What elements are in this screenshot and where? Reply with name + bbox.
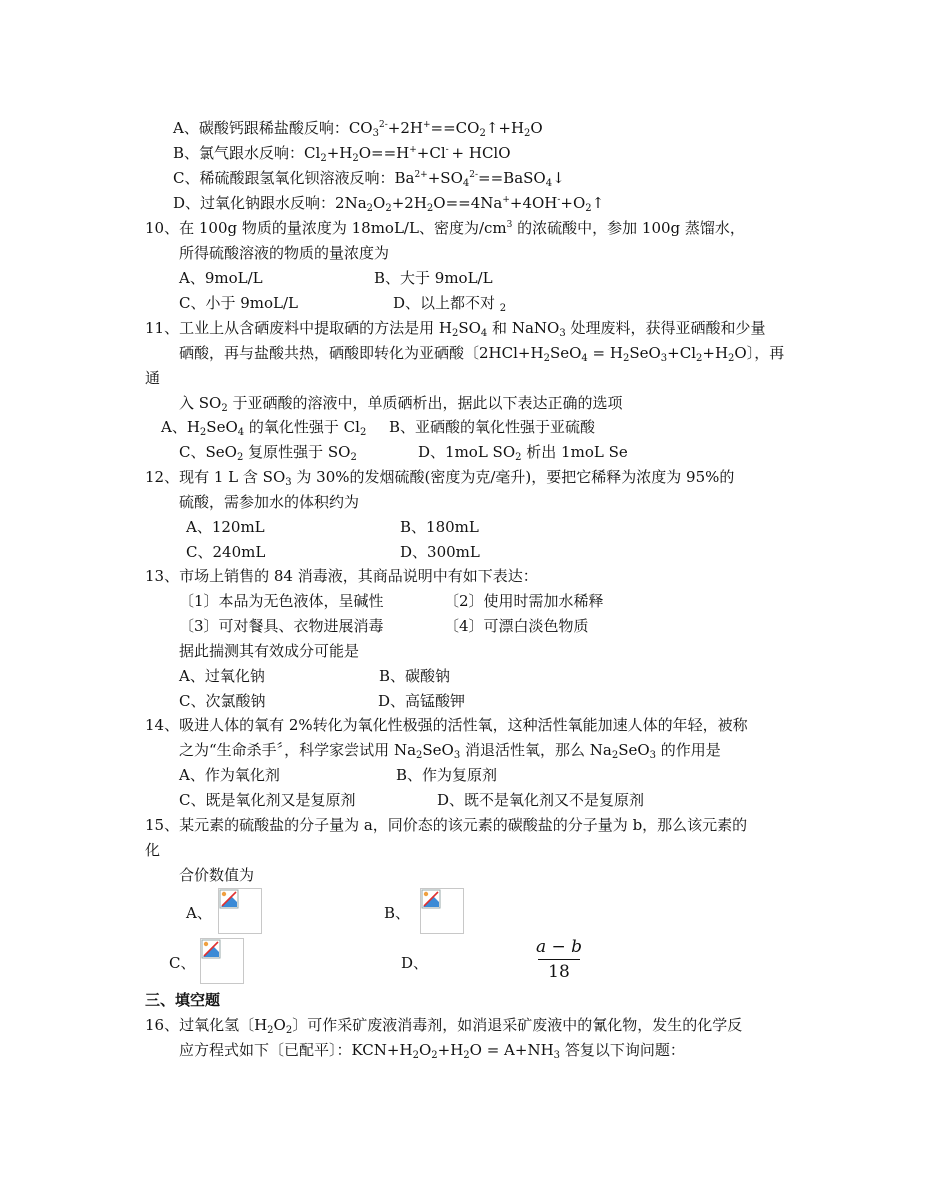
q15-option-d: D、 bbox=[401, 954, 429, 972]
q11-option-d: D、1moL $SO_2$ 析出 1moL Se bbox=[418, 443, 628, 463]
q14-option-b: B、作为复原剂 bbox=[396, 766, 498, 784]
q13-option-b: B、碳酸钠 bbox=[379, 667, 451, 685]
q16-stem-line2: 应方程式如下〔已配平〕：$KCN+H_2O_2+H_2O = A+NH_3$ 答复以下询问题： bbox=[179, 1041, 685, 1061]
q12-option-b: B、180mL bbox=[400, 518, 479, 536]
q9-option-c: C、稀硫酸跟氢氧化钡溶液反响：$Ba^{2+}+SO_4^{2-}==BaSO_4↓$ bbox=[173, 169, 565, 189]
q10-stem-line1: 10、在 100g 物质的量浓度为 18moL/L、密度为$/cm^3$ 的浓硫酸中，参加 100g 蒸馏水， bbox=[145, 219, 745, 237]
q12-option-c: C、240mL bbox=[186, 543, 266, 561]
q13-statement-2: 〔2〕使用时需加水稀释 bbox=[444, 592, 604, 610]
q15-stem-line1: 15、某元素的硫酸盐的分子量为 a，同价态的该元素的碳酸盐的分子量为 b，那么该元素的 bbox=[145, 816, 748, 834]
q11-option-c: C、SeO$_2$ 复原性强于 $SO_2$ bbox=[179, 443, 357, 463]
q11-stem-line1: 11、工业上从含硒废料中提取硒的方法是用 $H_2SO_4$ 和 NaNO$_3$ 处理废料，获得亚硒酸和少量 bbox=[145, 319, 766, 339]
q11-stem-line2: 硒酸，再与盐酸共热，硒酸即转化为亚硒酸〔$2HCl+H_2SeO_4 = H_2SeO_3+Cl_2+H_2O$〕，再 bbox=[179, 344, 785, 364]
formula-numerator: a − b bbox=[535, 937, 583, 957]
q12-option-d: D、300mL bbox=[400, 543, 480, 561]
q13-option-d: D、高锰酸钾 bbox=[378, 692, 466, 710]
broken-image-icon bbox=[420, 888, 464, 934]
q15-option-d-formula bbox=[534, 937, 584, 982]
q10-option-d: D、以上都不对 $_2$ bbox=[393, 294, 507, 314]
q13-option-a: A、过氧化钠 bbox=[179, 667, 265, 685]
q13-statement-3: 〔3〕可对餐具、衣物进展消毒 bbox=[179, 617, 384, 635]
q15-stem-line3: 合价数值为 bbox=[179, 866, 255, 884]
section-heading: 三、填空题 bbox=[145, 991, 221, 1009]
q14-stem-line1: 14、吸进人体的氧有 2%转化为氧化性极强的活性氧，这种活性氧能加速人体的年轻，被称 bbox=[145, 716, 748, 734]
q9-option-d: D、过氧化钠跟水反响：$2Na_2O_2+2H_2O==4Na^++4OH^-+O_2↑$ bbox=[173, 194, 605, 214]
q12-stem-line2: 硫酸，需参加水的体积约为 bbox=[179, 493, 360, 511]
q12-option-a: A、120mL bbox=[186, 518, 265, 536]
broken-image-icon bbox=[218, 888, 262, 934]
q10-option-c: C、小于 9moL/L bbox=[179, 294, 299, 312]
formula-denominator: 18 bbox=[548, 962, 570, 982]
q14-option-c: C、既是氧化剂又是复原剂 bbox=[179, 791, 356, 809]
q15-option-a: A、 bbox=[186, 904, 212, 922]
q13-option-c: C、次氯酸钠 bbox=[179, 692, 266, 710]
q15-stem-line2: 化 bbox=[145, 841, 161, 859]
broken-image-icon bbox=[200, 938, 244, 984]
q11-option-b: B、亚硒酸的氧化性强于亚硫酸 bbox=[389, 418, 596, 436]
q9-option-b: B、氯气跟水反响：$Cl_2+H_2O==H^++Cl^-$ + HClO bbox=[173, 144, 511, 164]
q13-stem-line1: 13、市场上销售的 84 消毒液，其商品说明中有如下表达： bbox=[145, 567, 538, 585]
q10-option-b: B、大于 9moL/L bbox=[374, 269, 493, 287]
q13-statement-1: 〔1〕本品为无色液体，呈碱性 bbox=[179, 592, 384, 610]
q16-stem-line1: 16、过氧化氢〔$H_2O_2$〕可作采矿废液消毒剂，如消退采矿废液中的氰化物，发生的化学反 bbox=[145, 1016, 743, 1036]
q13-statement-4: 〔4〕可漂白淡色物质 bbox=[444, 617, 589, 635]
q14-option-d: D、既不是氧化剂又不是复原剂 bbox=[437, 791, 645, 809]
q11-stem-line4: 入 $SO_2$ 于亚硒酸的溶液中，单质硒析出，据此以下表达正确的选项 bbox=[179, 394, 623, 414]
q11-stem-line3: 通 bbox=[145, 369, 161, 387]
q14-option-a: A、作为氧化剂 bbox=[179, 766, 280, 784]
q10-stem-line2: 所得硫酸溶液的物质的量浓度为 bbox=[179, 244, 390, 262]
formula-bar bbox=[538, 959, 580, 960]
q15-option-b: B、 bbox=[384, 904, 411, 922]
q9-option-a: A、碳酸钙跟稀盐酸反响：$CO_3^{2-}+2H^+==CO_2↑+H_2O$ bbox=[173, 119, 543, 139]
q10-option-a: A、9moL/L bbox=[179, 269, 263, 287]
q15-option-c: C、 bbox=[169, 954, 196, 972]
q12-stem-line1: 12、现有 1 L 含 $SO_3$ 为 30%的发烟硫酸(密度为克/毫升)，要把它稀释为浓度为 95%的 bbox=[145, 468, 735, 488]
q11-option-a: A、$H_2SeO_4$ 的氧化性强于 $Cl_2$ bbox=[161, 418, 367, 438]
q14-stem-line2: 之为“生命杀手〞，科学家尝试用 $Na_2SeO_3$ 消退活性氧，那么 $Na_2SeO_3$ 的作用是 bbox=[179, 741, 721, 761]
q13-stem-line4: 据此揣测其有效成分可能是 bbox=[179, 642, 360, 660]
